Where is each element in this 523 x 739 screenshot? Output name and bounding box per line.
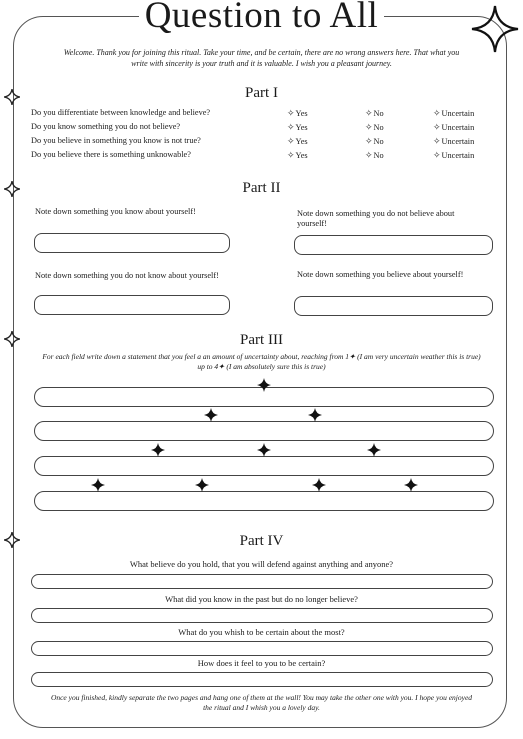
certainty-star-icon <box>312 478 326 492</box>
certainty-star-icon <box>91 478 105 492</box>
certainty-star-icon <box>195 478 209 492</box>
certainty-star-icon <box>257 378 271 392</box>
option-no[interactable]: ✧No <box>365 150 384 160</box>
diamond-checkbox-icon: ✧ <box>433 108 441 118</box>
part3-instructions: For each field write down a statement that you feel a an amount of uncertainty about, reaching from 1✦ (I am very uncertain weather this is true) up to 4✦ (I am absolutely sure this is true) <box>42 352 481 371</box>
answer-field[interactable] <box>31 672 493 687</box>
field-label: Note down something you do not believe about yourself! <box>297 209 455 228</box>
certainty-star-icon <box>204 408 218 422</box>
part4-question: What do you whish to be certain about the most? <box>178 627 345 637</box>
answer-field[interactable] <box>294 296 493 316</box>
part4-title: Part IV <box>239 533 284 549</box>
intro-text: Welcome. Thank you for joining this ritual. Take your time, and be certain, there are no wrong answers here. That what you write with sincerity is your truth and it is valuable. I wish you a pleasant journey. <box>63 48 460 68</box>
certainty-bar[interactable] <box>34 491 494 511</box>
diamond-checkbox-icon: ✧ <box>365 150 373 160</box>
question-text: Do you believe there is something unknowable? <box>31 150 191 159</box>
option-uncertain[interactable]: ✧Uncertain <box>433 136 475 146</box>
diamond-checkbox-icon: ✧ <box>287 122 295 132</box>
part1-title: Part I <box>245 85 278 101</box>
part2-title: Part II <box>242 180 281 196</box>
page-title: Question to All <box>0 0 523 38</box>
option-yes[interactable]: ✧Yes <box>287 150 308 160</box>
diamond-checkbox-icon: ✧ <box>365 108 373 118</box>
question-text: Do you differentiate between knowledge and believe? <box>31 108 211 117</box>
part4-question: What did you know in the past but do no longer believe? <box>165 594 358 604</box>
field-label: Note down something you know about yourself! <box>35 207 196 216</box>
diamond-checkbox-icon: ✧ <box>287 136 295 146</box>
certainty-star-icon <box>367 443 381 457</box>
option-no[interactable]: ✧No <box>365 136 384 146</box>
diamond-checkbox-icon: ✧ <box>365 136 373 146</box>
diamond-checkbox-icon: ✧ <box>433 122 441 132</box>
answer-field[interactable] <box>34 233 230 253</box>
certainty-star-icon <box>257 443 271 457</box>
answer-field[interactable] <box>31 608 493 623</box>
question-text: Do you believe in something you know is not true? <box>31 136 201 145</box>
answer-field[interactable] <box>294 235 493 255</box>
option-uncertain[interactable]: ✧Uncertain <box>433 108 475 118</box>
option-yes[interactable]: ✧Yes <box>287 122 308 132</box>
diamond-checkbox-icon: ✧ <box>287 150 295 160</box>
part4-question: How does it feel to you to be certain? <box>197 658 326 668</box>
answer-field[interactable] <box>31 641 493 656</box>
option-uncertain[interactable]: ✧Uncertain <box>433 122 475 132</box>
diamond-checkbox-icon: ✧ <box>433 136 441 146</box>
answer-field[interactable] <box>31 574 493 589</box>
part1-question-row <box>31 148 501 162</box>
question-text: Do you know something you do not believe? <box>31 122 181 131</box>
field-label: Note down something you do not know about yourself! <box>35 271 219 280</box>
option-uncertain[interactable]: ✧Uncertain <box>433 150 475 160</box>
part3-title: Part III <box>240 332 283 348</box>
field-label: Note down something you believe about yourself! <box>297 270 464 279</box>
certainty-star-icon <box>404 478 418 492</box>
option-no[interactable]: ✧No <box>365 122 384 132</box>
certainty-bar[interactable] <box>34 421 494 441</box>
closing-note: Once you finished, kindly separate the two pages and hang one of them at the wall! You may take the other one with you. I hope you enjoyed the ritual and I whish you a lovely day. <box>50 693 473 712</box>
option-yes[interactable]: ✧Yes <box>287 136 308 146</box>
part1-question-row <box>31 134 501 148</box>
certainty-bar[interactable] <box>34 456 494 476</box>
diamond-checkbox-icon: ✧ <box>287 108 295 118</box>
answer-field[interactable] <box>34 295 230 315</box>
certainty-star-icon <box>308 408 322 422</box>
diamond-checkbox-icon: ✧ <box>433 150 441 160</box>
option-no[interactable]: ✧No <box>365 108 384 118</box>
part1-question-row <box>31 120 501 134</box>
option-yes[interactable]: ✧Yes <box>287 108 308 118</box>
part4-question: What believe do you hold, that you will defend against anything and anyone? <box>129 559 394 569</box>
diamond-checkbox-icon: ✧ <box>365 122 373 132</box>
certainty-star-icon <box>151 443 165 457</box>
part1-question-row <box>31 106 501 120</box>
